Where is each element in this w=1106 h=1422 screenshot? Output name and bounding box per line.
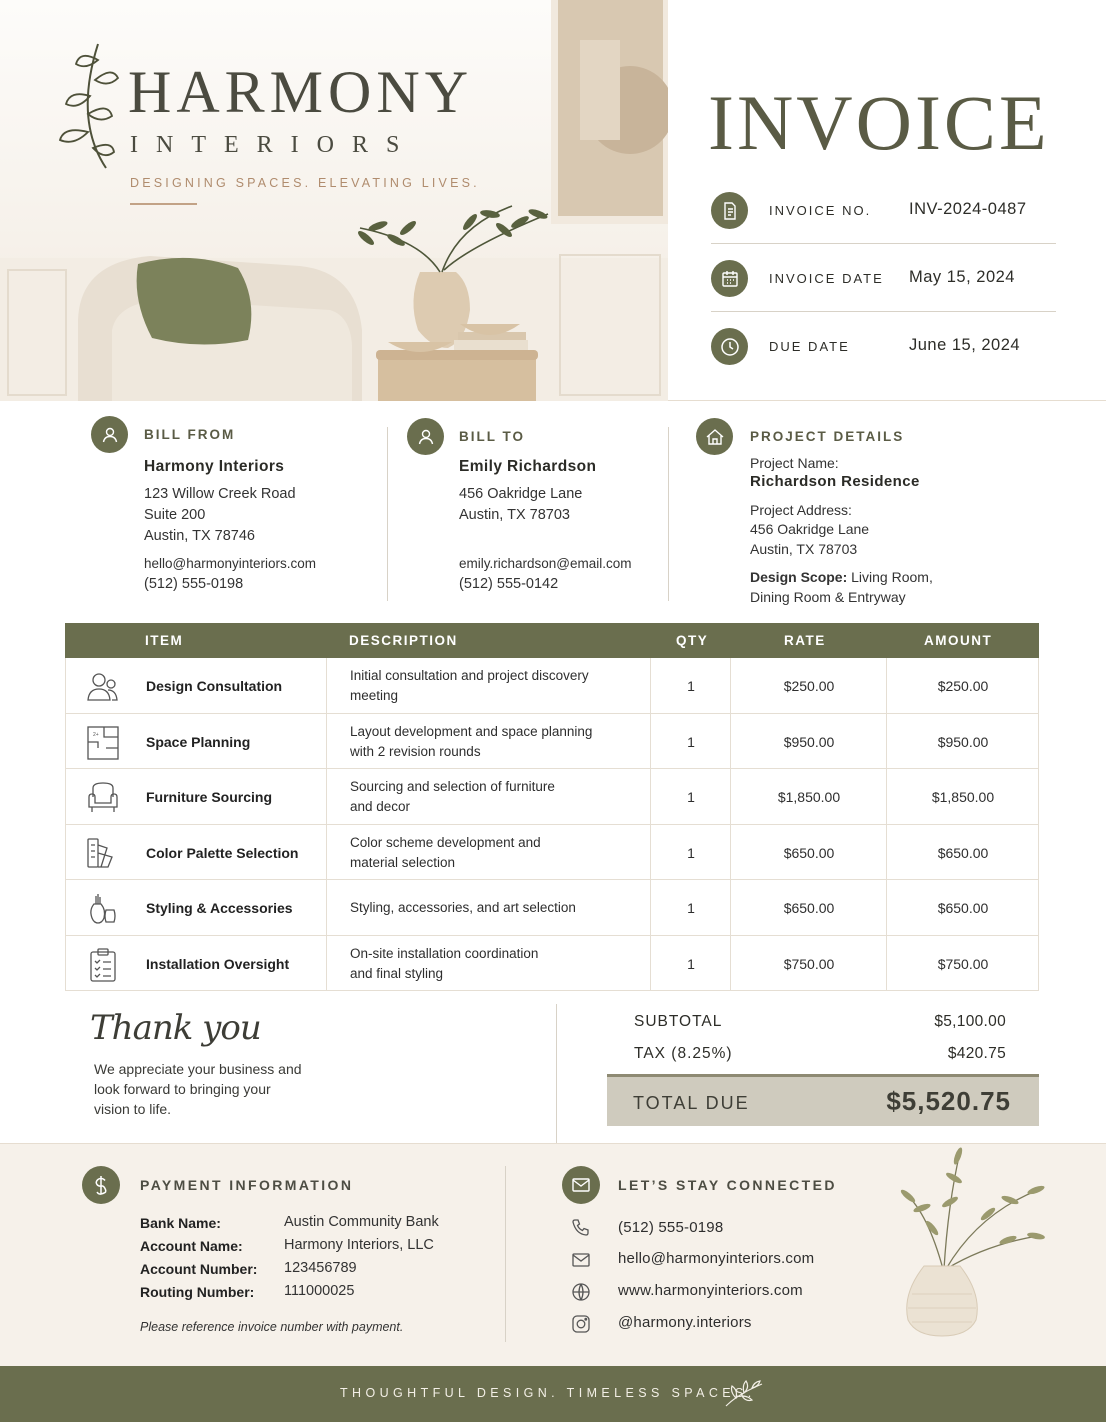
total-due-label: TOTAL DUE — [633, 1093, 750, 1113]
invoice-title: INVOICE — [708, 79, 1050, 166]
line-items-table — [65, 623, 1039, 991]
tax-value: $420.75 — [947, 1045, 1006, 1062]
item-amount: $650.00 — [937, 900, 989, 916]
due-date-label: DUE DATE — [769, 339, 850, 354]
thank-you-message: We appreciate your business and look forward to bringing your vision to life. — [94, 1061, 302, 1117]
routing-number-value: 111000025 — [284, 1283, 355, 1299]
address-line: Austin, TX 78746 — [144, 528, 255, 544]
item-rate: $650.00 — [783, 844, 835, 861]
invoice-doc-icon — [711, 192, 748, 229]
dollar-icon — [82, 1166, 120, 1204]
address-line: Austin, TX 78703 — [459, 507, 570, 523]
payment-note: Please reference invoice number with payment. — [140, 1320, 404, 1334]
design-scope-value: Living Room, — [851, 569, 933, 585]
item-qty: 1 — [687, 955, 695, 972]
due-date-value: June 15, 2024 — [909, 336, 1021, 354]
item-name: Color Palette Selection — [146, 844, 299, 861]
bill-to-address — [459, 484, 582, 526]
item-name: Furniture Sourcing — [146, 789, 272, 805]
total-due-value: $5,520.75 — [886, 1086, 1011, 1116]
project-address — [750, 520, 869, 559]
total-due-box — [607, 1074, 1039, 1126]
bill-from-label: BILL FROM — [144, 427, 236, 442]
stay-connected-title: LET’S STAY CONNECTED — [618, 1177, 837, 1193]
instagram-icon — [570, 1313, 592, 1335]
item-description: Color scheme development and material selection — [350, 834, 541, 870]
color-swatch-icon — [84, 835, 122, 873]
invoice-number-value: INV-2024-0487 — [909, 200, 1027, 218]
invoice-header — [0, 0, 1106, 401]
bill-to-phone: (512) 555-0142 — [459, 576, 559, 592]
brand-tagline: DESIGNING SPACES. ELEVATING LIVES. — [130, 176, 480, 190]
account-name-value: Harmony Interiors, LLC — [284, 1237, 434, 1253]
invoice-number-row — [711, 192, 1056, 260]
globe-icon — [570, 1281, 592, 1303]
tax-label: TAX (8.25%) — [634, 1045, 733, 1062]
design-scope-label: Design Scope: — [750, 569, 848, 585]
project-name: Richardson Residence — [750, 473, 920, 490]
envelope-icon — [562, 1166, 600, 1204]
address-line: 456 Oakridge Lane — [459, 486, 583, 502]
bill-from-name: Harmony Interiors — [144, 458, 285, 475]
table-row — [65, 769, 1039, 825]
bill-from-email: hello@harmonyinteriors.com — [144, 556, 317, 571]
bill-to-label: BILL TO — [459, 429, 526, 444]
item-amount: $750.00 — [937, 955, 989, 972]
col-amount: AMOUNT — [924, 633, 993, 648]
item-amount: $1,850.00 — [931, 789, 995, 805]
email-icon — [570, 1249, 592, 1271]
section-divider — [556, 1004, 557, 1154]
table-row — [65, 880, 1039, 936]
divider — [711, 311, 1056, 312]
brand-subtitle: INTERIORS — [130, 132, 418, 158]
divider — [711, 243, 1056, 244]
address-line: Suite 200 — [144, 507, 206, 523]
clock-icon — [711, 328, 748, 365]
item-qty: 1 — [687, 789, 695, 805]
project-name-label: Project Name: — [750, 455, 839, 471]
table-row — [65, 658, 1039, 714]
item-name: Styling & Accessories — [146, 900, 293, 916]
subtotal-label: SUBTOTAL — [634, 1013, 723, 1030]
account-number-value: 123456789 — [284, 1260, 357, 1276]
table-row — [65, 825, 1039, 881]
bill-from-phone: (512) 555-0198 — [144, 576, 244, 592]
col-rate: RATE — [784, 633, 826, 648]
floor-plan-icon — [84, 724, 122, 762]
item-description: Layout development and space planning with 2 revision rounds — [350, 723, 593, 759]
contact-instagram[interactable]: @harmony.interiors — [618, 1314, 752, 1331]
section-divider — [505, 1166, 506, 1342]
person-icon — [407, 418, 444, 455]
item-name: Installation Oversight — [146, 955, 290, 972]
item-rate: $750.00 — [783, 955, 835, 972]
item-rate: $650.00 — [783, 900, 835, 916]
contact-phone[interactable]: (512) 555-0198 — [618, 1219, 724, 1236]
item-amount: $950.00 — [937, 733, 989, 750]
table-row — [65, 714, 1039, 770]
item-name: Space Planning — [146, 733, 251, 750]
col-qty: QTY — [676, 633, 709, 648]
address-line: 456 Oakridge Lane — [750, 521, 870, 537]
phone-icon — [570, 1217, 592, 1239]
invoice-date-label: INVOICE DATE — [769, 271, 884, 286]
brand-divider — [130, 203, 197, 205]
tax-row — [634, 1045, 1006, 1063]
person-icon — [91, 416, 128, 453]
invoice-number-label: INVOICE NO. — [769, 203, 872, 218]
footer-bar — [0, 1366, 1106, 1422]
invoice-date-value: May 15, 2024 — [909, 268, 1015, 286]
account-name-label: Account Name: — [140, 1238, 243, 1254]
bill-from-address — [144, 484, 296, 547]
table-header — [65, 623, 1039, 658]
payment-info-title: PAYMENT INFORMATION — [140, 1177, 354, 1193]
address-line: 123 Willow Creek Road — [144, 486, 296, 502]
design-scope-value: Dining Room & Entryway — [750, 589, 906, 605]
item-amount: $650.00 — [937, 844, 989, 861]
col-item: ITEM — [145, 633, 184, 648]
item-amount: $250.00 — [937, 678, 989, 694]
bill-to-name: Emily Richardson — [459, 458, 597, 475]
project-address-label: Project Address: — [750, 502, 852, 518]
thank-you-script: Thank you — [90, 1008, 261, 1048]
brand-name: HARMONY — [128, 59, 474, 125]
plant-vase-illustration — [888, 1144, 1058, 1344]
item-rate: $250.00 — [783, 678, 835, 694]
home-icon — [696, 418, 733, 455]
item-qty: 1 — [687, 900, 695, 916]
bank-name-value: Austin Community Bank — [284, 1214, 439, 1230]
svg-text:2+: 2+ — [93, 731, 99, 738]
contact-email[interactable]: hello@harmonyinteriors.com — [618, 1250, 815, 1267]
bank-name-label: Bank Name: — [140, 1215, 221, 1231]
item-qty: 1 — [687, 733, 695, 750]
address-line: Austin, TX 78703 — [750, 540, 858, 557]
routing-number-label: Routing Number: — [140, 1284, 255, 1300]
column-divider — [387, 427, 388, 601]
subtotal-value: $5,100.00 — [934, 1013, 1006, 1030]
due-date-row — [711, 328, 1056, 396]
account-number-label: Account Number: — [140, 1261, 258, 1277]
item-rate: $1,850.00 — [777, 789, 841, 805]
design-scope — [750, 567, 933, 607]
column-divider — [668, 427, 669, 601]
item-description: Sourcing and selection of furniture and decor — [350, 779, 555, 814]
hero-photo — [0, 0, 668, 401]
item-qty: 1 — [687, 678, 695, 694]
armchair-icon — [84, 779, 122, 817]
clipboard-checklist-icon — [84, 946, 122, 984]
invoice-date-row — [711, 260, 1056, 328]
contact-website[interactable]: www.harmonyinteriors.com — [618, 1282, 803, 1299]
col-description: DESCRIPTION — [349, 633, 458, 648]
calendar-icon — [711, 260, 748, 297]
item-description: Initial consultation and project discovery meeting — [350, 668, 589, 703]
item-qty: 1 — [687, 844, 695, 861]
subtotal-row — [634, 1013, 1006, 1031]
item-description: On-site installation coordination and final styling — [350, 945, 539, 981]
footer-tagline: THOUGHTFUL DESIGN. TIMELESS SPACES. — [340, 1386, 756, 1400]
item-rate: $950.00 — [783, 733, 835, 750]
bill-to-email: emily.richardson@email.com — [459, 556, 632, 571]
item-description: Styling, accessories, and art selection — [350, 900, 576, 915]
table-row — [65, 936, 1039, 992]
consultation-person-icon — [84, 668, 122, 706]
leaf-icon — [722, 1378, 766, 1410]
project-details-label: PROJECT DETAILS — [750, 429, 905, 444]
vase-icon — [84, 890, 122, 928]
item-name: Design Consultation — [146, 678, 283, 694]
